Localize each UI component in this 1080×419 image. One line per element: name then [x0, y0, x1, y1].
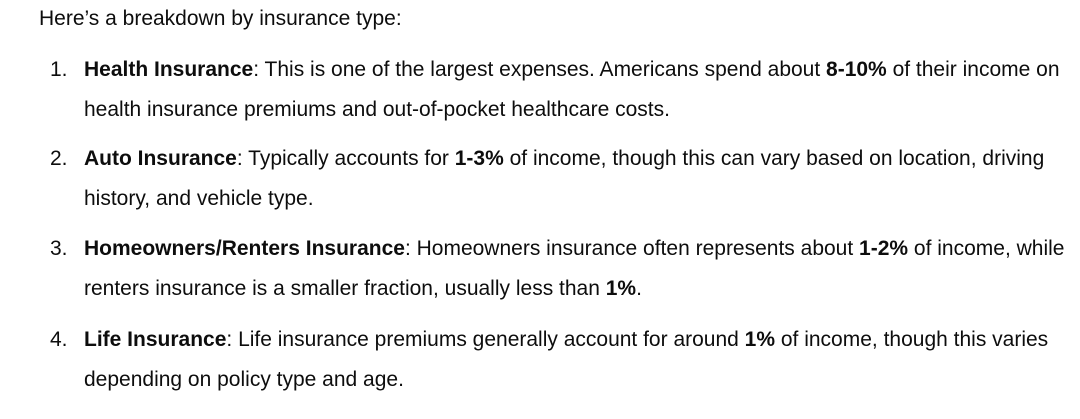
item-highlight: 8-10%: [826, 58, 887, 81]
intro-text: Here’s a breakdown by insurance type:: [39, 7, 402, 30]
item-highlight: 1-2%: [859, 237, 909, 260]
list-number: 2.: [50, 147, 68, 170]
list-number: 1.: [50, 58, 68, 81]
item-text: Typically accounts for: [248, 147, 455, 170]
item-title: Auto Insurance: [84, 147, 237, 170]
list-item-life-insurance: [50, 320, 1069, 400]
item-separator: :: [236, 147, 249, 170]
list-number: 4.: [50, 328, 68, 351]
item-title: Life Insurance: [84, 328, 227, 351]
list-item-homeowners-renters-insurance: [50, 229, 1069, 309]
item-text: .: [636, 277, 642, 300]
item-title: Homeowners/Renters Insurance: [84, 237, 405, 260]
list-number: 3.: [50, 237, 68, 260]
item-separator: :: [253, 58, 265, 81]
item-text: Homeowners insurance often represents about: [416, 237, 860, 260]
item-text: Life insurance premiums generally account for around: [238, 328, 745, 351]
item-title: Health Insurance: [84, 58, 254, 81]
item-text: This is one of the largest expenses. Americans spend about: [264, 58, 827, 81]
item-text: of income, though this varies depending on policy type and age.: [84, 328, 1049, 391]
item-text: of income, though this can vary based on location, driving history, and vehicle type.: [84, 147, 1045, 210]
item-text: of income, while renters insurance is a smaller fraction, usually less than: [84, 237, 1065, 300]
item-highlight: 1%: [744, 328, 776, 351]
item-separator: :: [226, 328, 239, 351]
list-item-health-insurance: [50, 50, 1069, 130]
item-highlight: 1-3%: [454, 147, 504, 170]
item-separator: :: [404, 237, 417, 260]
item-highlight: 1%: [605, 277, 637, 300]
list-item-auto-insurance: [50, 139, 1069, 219]
item-text: of their income on health insurance premiums and out-of-pocket healthcare costs.: [84, 58, 1060, 121]
